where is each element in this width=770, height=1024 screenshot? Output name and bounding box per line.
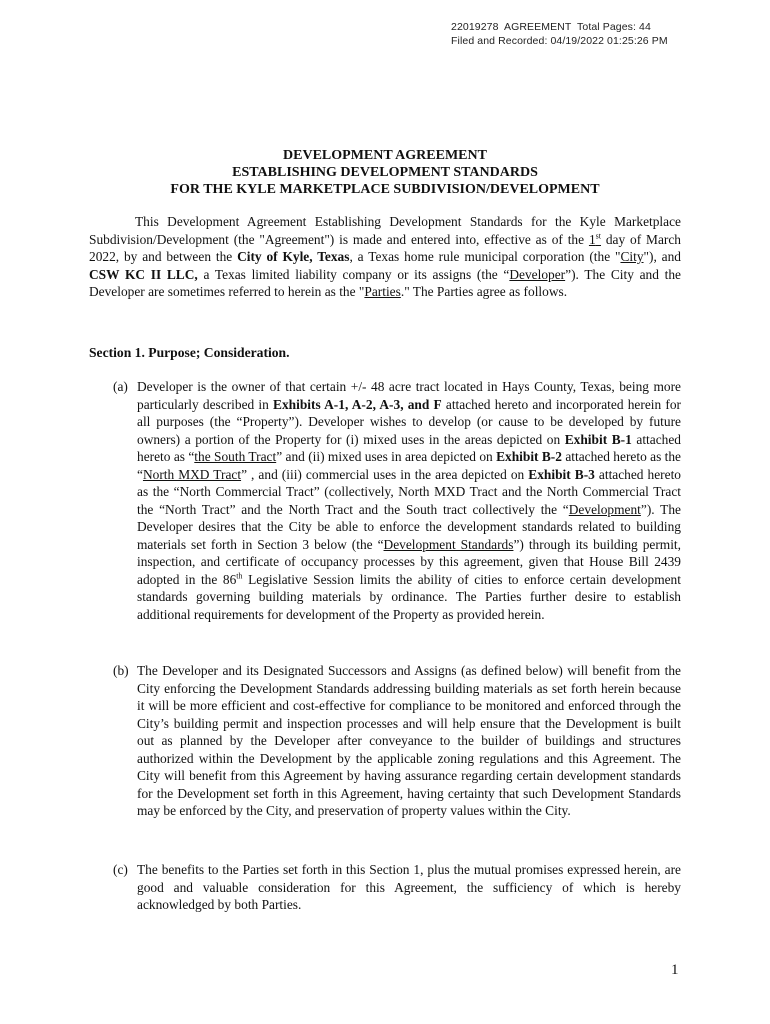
developer-definition: Developer <box>509 266 566 282</box>
developer-name: CSW KC II LLC, <box>89 266 198 282</box>
section-1-item-a <box>113 378 681 623</box>
effective-day: 1 <box>588 231 596 247</box>
city-definition: City <box>620 249 644 264</box>
title-line1: DEVELOPMENT AGREEMENT <box>283 148 487 163</box>
item-text: The Developer and its Designated Successors and Assigns (as defined below) will benefit from the City enforcing the Development Standards addressing building materials as set forth herein because it will be more efficient and cost-effective for compliance to be monitored and enforced through the City’s building permit and inspection processes and will help ensure that the Development is built out as planned by the Developer after conveyance to the builder of buildings and structures authorized within the Development by the applicable zoning regulations and this Agreement. The City will benefit from this Agreement by having assurance regarding certain development standards for the Development set forth in this Agreement, having certainty that such Development Standards may be enforced by the City, and preservation of property values within the City. <box>137 663 681 818</box>
city-name: City of Kyle, Texas <box>237 249 350 264</box>
parties-definition: Parties <box>364 284 401 299</box>
item-text: The benefits to the Parties set forth in this Section 1, plus the mutual promises expressed herein, are good and valuable consideration for this Agreement, the sufficiency of which is hereby acknowledged by both Parties. <box>137 862 681 912</box>
item-label: (a) <box>113 379 128 394</box>
intro-paragraph: This Development Agreement Establishing Development Standards for the Kyle Marketplace Subdivision/Development (the "Agreement") is made and entered into, effective as of the 1st day of March 2022, by and between the City of Kyle, Texas, a Texas home rule municipal corporation (the "City"), and CSW KC II LLC, a Texas limited liability company or its assigns (the “Developer”). The City and the Developer are sometimes referred to herein as the "Parties." The Parties agree as follows. <box>89 214 682 299</box>
item-label: (c) <box>113 862 128 877</box>
title-line2: ESTABLISHING DEVELOPMENT STANDARDS <box>232 165 538 180</box>
recording-stamp <box>451 20 668 48</box>
recording-stamp-line2: Filed and Recorded: 04/19/2022 01:25:26 PM <box>451 35 668 47</box>
item-label: (b) <box>113 663 129 678</box>
section-1-item-c <box>113 861 681 914</box>
page-number: 1 <box>671 962 679 978</box>
section-1-item-b <box>113 662 681 820</box>
title-line3: FOR THE KYLE MARKETPLACE SUBDIVISION/DEVELOPMENT <box>170 182 600 197</box>
document-title <box>0 147 770 198</box>
item-text: Developer is the owner of that certain +/- 48 acre tract located in Hays County, Texas, being more particularly described in Exhibits A-1, A-2, A-3, and F attached hereto and incorporated herein for all purposes (the “Property”). Developer wishes to develop (or cause to be developed by future owners) a portion of the Property for (i) mixed uses in the areas depicted on Exhibit B-1 attached hereto as “the South Tract” and (ii) mixed uses in area depicted on Exhibit B-2 attached hereto as the “North MXD Tract” , and (iii) commercial uses in the area depicted on Exhibit B-3 attached hereto as the “North Commercial Tract” (collectively, North MXD Tract and the North Commercial Tract the “North Tract” and the North Tract and the South tract collectively the “Development”). The Developer desires that the City be able to enforce the development standards related to building materials set forth in Section 3 below (the “Development Standards”) through its building permit, inspection, and certificate of occupancy processes by this agreement, given that House Bill 2439 adopted in the 86th Legislative Session limits the ability of cities to enforce certain development standards governing building materials by ordinance. The Parties further desire to establish additional requirements for development of the Property as provided herein. <box>137 379 682 622</box>
section-1-heading: Section 1. Purpose; Consideration. <box>89 345 290 360</box>
recording-stamp-line1: 22019278 AGREEMENT Total Pages: 44 <box>451 21 651 33</box>
